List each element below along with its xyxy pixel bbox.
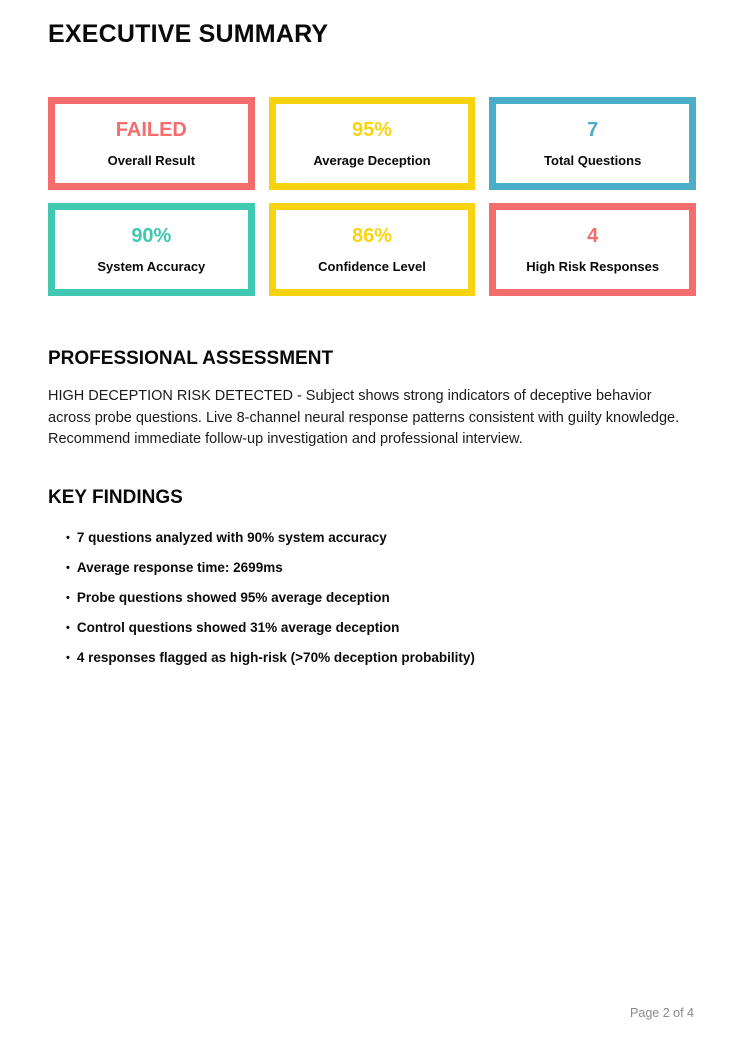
finding-item (66, 621, 696, 636)
summary-cards-grid (48, 97, 696, 296)
stat-value: 90% (131, 224, 172, 247)
stat-label: Average Deception (313, 152, 431, 168)
section-heading-professional-assessment: PROFESSIONAL ASSESSMENT (48, 348, 334, 369)
stat-value: 4 (587, 224, 599, 247)
stat-value: 7 (587, 118, 599, 141)
finding-text: Control questions showed 31% average deception (76, 619, 400, 635)
section-heading-key-findings: KEY FINDINGS (48, 486, 183, 508)
finding-item (66, 651, 696, 666)
finding-text: Probe questions showed 95% average deception (76, 589, 390, 605)
finding-item (66, 531, 696, 546)
stat-label: High Risk Responses (526, 258, 660, 274)
key-findings-list (48, 531, 696, 666)
bullet-icon: • (66, 591, 70, 604)
bullet-icon: • (66, 621, 70, 634)
stat-card-system-accuracy (48, 203, 255, 296)
stat-card-average-deception (269, 97, 476, 190)
stat-value: FAILED (115, 118, 187, 141)
stat-card-overall-result (48, 97, 255, 190)
key-findings-section (48, 487, 696, 666)
bullet-icon: • (66, 561, 70, 574)
page-number: Page 2 of 4 (630, 1006, 694, 1020)
stat-card-confidence-level (269, 203, 476, 296)
stat-label: Confidence Level (318, 258, 426, 274)
bullet-icon: • (66, 531, 70, 544)
stat-label: Total Questions (544, 152, 642, 168)
professional-assessment-section (48, 348, 696, 451)
finding-text: Average response time: 2699ms (76, 559, 283, 575)
assessment-body-text: HIGH DECEPTION RISK DETECTED - Subject shows strong indicators of deceptive behavior across probe questions. Live 8-channel neural response patterns consistent with guilty knowledge. Recommend immediate follow-up investigation and professional interview. (48, 388, 680, 447)
finding-item (66, 591, 696, 606)
finding-text: 4 responses flagged as high-risk (>70% deception probability) (76, 649, 475, 665)
stat-label: Overall Result (107, 152, 196, 168)
finding-text: 7 questions analyzed with 90% system accuracy (76, 529, 387, 545)
stat-value: 95% (351, 118, 392, 141)
bullet-icon: • (66, 651, 70, 664)
stat-card-high-risk-responses (489, 203, 696, 296)
stat-value: 86% (351, 224, 392, 247)
stat-card-total-questions (489, 97, 696, 190)
stat-label: System Accuracy (97, 258, 206, 274)
page-title: EXECUTIVE SUMMARY (48, 20, 329, 48)
finding-item (66, 561, 696, 576)
